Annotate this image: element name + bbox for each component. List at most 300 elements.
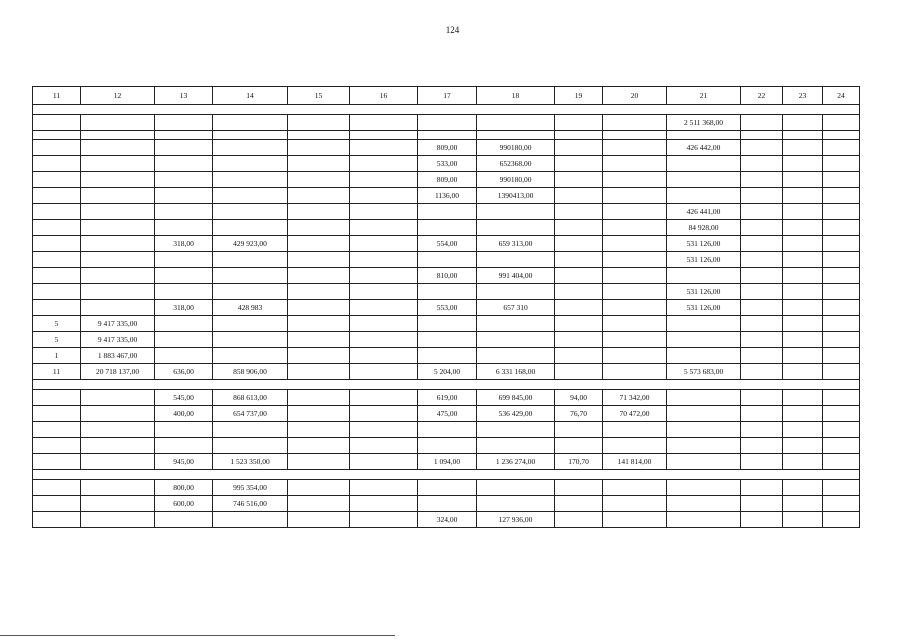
- table-cell: [81, 204, 155, 220]
- table-cell: [155, 438, 213, 454]
- table-cell: [418, 348, 477, 364]
- table-cell: [350, 390, 418, 406]
- table-row: [33, 300, 860, 316]
- table-cell: [288, 422, 350, 438]
- table-cell: [783, 454, 823, 470]
- table-cell: [81, 512, 155, 528]
- table-cell: [783, 204, 823, 220]
- table-cell: [783, 156, 823, 172]
- table-cell: [288, 131, 350, 140]
- table-cell: [288, 188, 350, 204]
- table-cell: [823, 348, 860, 364]
- table-cell: [418, 316, 477, 332]
- table-cell: [741, 156, 783, 172]
- table-cell: [33, 188, 81, 204]
- table-cell: [350, 140, 418, 156]
- table-cell: [555, 480, 603, 496]
- table-cell: [477, 348, 555, 364]
- table-cell: [350, 284, 418, 300]
- table-cell: [603, 422, 667, 438]
- table-cell: 531 126,00: [667, 284, 741, 300]
- table-cell: [603, 220, 667, 236]
- table-cell: [741, 438, 783, 454]
- table-cell: [603, 172, 667, 188]
- table-cell: [783, 364, 823, 380]
- table-cell: [741, 316, 783, 332]
- table-cell: [823, 454, 860, 470]
- table-cell: [477, 131, 555, 140]
- table-cell: [81, 438, 155, 454]
- table-cell: [33, 236, 81, 252]
- table-cell: [741, 406, 783, 422]
- table-cell: [783, 512, 823, 528]
- table-cell: [783, 140, 823, 156]
- table-cell: [33, 204, 81, 220]
- table-cell: [33, 115, 81, 131]
- table-cell: 9 417 335,00: [81, 332, 155, 348]
- table-cell: [418, 204, 477, 220]
- table-cell: 11: [33, 364, 81, 380]
- table-cell: 426 441,00: [667, 204, 741, 220]
- table-cell: [823, 480, 860, 496]
- table-cell: 94,00: [555, 390, 603, 406]
- table-cell: [81, 140, 155, 156]
- table-cell: [603, 300, 667, 316]
- table-cell: [555, 172, 603, 188]
- table-cell: [155, 140, 213, 156]
- table-cell: [33, 300, 81, 316]
- table-cell: 654 737,00: [213, 406, 288, 422]
- table-cell: [555, 268, 603, 284]
- table-cell: [81, 496, 155, 512]
- table-cell: [350, 512, 418, 528]
- table-cell: [288, 172, 350, 188]
- table-cell: [667, 172, 741, 188]
- table-cell: [81, 220, 155, 236]
- table-cell: [823, 332, 860, 348]
- table-cell: [741, 236, 783, 252]
- table-cell: [33, 156, 81, 172]
- table-cell: [33, 454, 81, 470]
- table-cell: [555, 156, 603, 172]
- data-table: [32, 86, 860, 528]
- table-cell: [603, 268, 667, 284]
- table-cell: [418, 496, 477, 512]
- table-cell: [555, 332, 603, 348]
- table-cell: [288, 496, 350, 512]
- table-cell: 533,00: [418, 156, 477, 172]
- table-row: [33, 438, 860, 454]
- table-cell: [288, 512, 350, 528]
- table-cell: [350, 422, 418, 438]
- table-cell: 858 906,00: [213, 364, 288, 380]
- table-cell: 324,00: [418, 512, 477, 528]
- table-cell: [350, 348, 418, 364]
- table-cell: [667, 390, 741, 406]
- table-cell: [783, 268, 823, 284]
- table-cell: 810,00: [418, 268, 477, 284]
- table-cell: 800,00: [155, 480, 213, 496]
- table-cell: [155, 188, 213, 204]
- section-divider-row: [33, 105, 860, 115]
- table-cell: [603, 348, 667, 364]
- table-cell: [155, 348, 213, 364]
- table-cell: 141 814,00: [603, 454, 667, 470]
- table-cell: [418, 480, 477, 496]
- table-cell: [418, 220, 477, 236]
- table-row: [33, 496, 860, 512]
- table-cell: 426 442,00: [667, 140, 741, 156]
- table-row: [33, 268, 860, 284]
- table-cell: [783, 115, 823, 131]
- table-cell: [783, 316, 823, 332]
- table-row: [33, 422, 860, 438]
- table-cell: [155, 115, 213, 131]
- column-header: 11: [33, 87, 81, 105]
- table-cell: [603, 204, 667, 220]
- table-cell: [555, 188, 603, 204]
- table-cell: 659 313,00: [477, 236, 555, 252]
- table-cell: [213, 332, 288, 348]
- table-cell: [288, 406, 350, 422]
- table-cell: 531 126,00: [667, 300, 741, 316]
- table-cell: [741, 268, 783, 284]
- table-cell: [350, 172, 418, 188]
- table-cell: [33, 252, 81, 268]
- table-cell: [477, 422, 555, 438]
- table-cell: [81, 156, 155, 172]
- table-cell: [33, 220, 81, 236]
- table-cell: [33, 140, 81, 156]
- table-cell: [213, 131, 288, 140]
- table-cell: [213, 438, 288, 454]
- table-cell: [603, 332, 667, 348]
- table-cell: [603, 140, 667, 156]
- table-cell: [213, 115, 288, 131]
- table-row: [33, 220, 860, 236]
- table-cell: [81, 422, 155, 438]
- table-cell: [477, 316, 555, 332]
- table-cell: 746 516,00: [213, 496, 288, 512]
- table-cell: [33, 390, 81, 406]
- table-cell: 1 523 350,00: [213, 454, 288, 470]
- table-cell: 70 472,00: [603, 406, 667, 422]
- table-cell: [213, 348, 288, 364]
- table-cell: [783, 300, 823, 316]
- table-row: [33, 406, 860, 422]
- table-cell: 428 983: [213, 300, 288, 316]
- table-cell: [667, 422, 741, 438]
- table-cell: [823, 220, 860, 236]
- table-cell: [783, 406, 823, 422]
- table-cell: [213, 156, 288, 172]
- table-cell: 84 928,00: [667, 220, 741, 236]
- table-cell: 531 126,00: [667, 252, 741, 268]
- table-cell: [741, 390, 783, 406]
- table-cell: [667, 406, 741, 422]
- table-cell: [81, 284, 155, 300]
- table-cell: [350, 364, 418, 380]
- table-row: [33, 115, 860, 131]
- table-cell: [667, 131, 741, 140]
- table-cell: [555, 422, 603, 438]
- table-cell: [33, 172, 81, 188]
- table-cell: [823, 252, 860, 268]
- table-cell: [33, 268, 81, 284]
- table-cell: [667, 316, 741, 332]
- table-cell: [783, 480, 823, 496]
- table-cell: [823, 406, 860, 422]
- table-cell: 1 236 274,00: [477, 454, 555, 470]
- column-header: 14: [213, 87, 288, 105]
- table-row: [33, 348, 860, 364]
- table-cell: [823, 268, 860, 284]
- table-cell: [477, 220, 555, 236]
- table-cell: [603, 252, 667, 268]
- table-cell: [741, 454, 783, 470]
- table-cell: [81, 454, 155, 470]
- table-cell: [555, 364, 603, 380]
- table-cell: [288, 204, 350, 220]
- table-cell: [155, 422, 213, 438]
- table-cell: [555, 438, 603, 454]
- table-cell: 652368,00: [477, 156, 555, 172]
- table-cell: [288, 140, 350, 156]
- blank-row: [33, 131, 860, 140]
- table-cell: 5 204,00: [418, 364, 477, 380]
- table-cell: [213, 512, 288, 528]
- table-cell: 170,70: [555, 454, 603, 470]
- table-cell: [555, 252, 603, 268]
- table-cell: [477, 496, 555, 512]
- table-cell: [823, 512, 860, 528]
- table-cell: [823, 438, 860, 454]
- table-cell: [350, 220, 418, 236]
- table-cell: [555, 316, 603, 332]
- table-cell: 5 573 683,00: [667, 364, 741, 380]
- table-cell: 318,00: [155, 300, 213, 316]
- table-cell: 127 936,00: [477, 512, 555, 528]
- table-cell: [81, 268, 155, 284]
- table-cell: 553,00: [418, 300, 477, 316]
- table-cell: [741, 131, 783, 140]
- table-cell: [33, 438, 81, 454]
- table-cell: [741, 172, 783, 188]
- table-cell: 2 511 368,00: [667, 115, 741, 131]
- table-cell: [603, 284, 667, 300]
- table-cell: [555, 496, 603, 512]
- table-cell: [288, 454, 350, 470]
- table-cell: 1: [33, 348, 81, 364]
- table-cell: 991 404,00: [477, 268, 555, 284]
- column-header: 15: [288, 87, 350, 105]
- table-cell: [213, 220, 288, 236]
- table-cell: 554,00: [418, 236, 477, 252]
- table-cell: [81, 188, 155, 204]
- table-cell: [783, 188, 823, 204]
- table-cell: [741, 496, 783, 512]
- table-cell: [350, 252, 418, 268]
- table-cell: [213, 316, 288, 332]
- table-cell: [555, 512, 603, 528]
- table-cell: 1 094,00: [418, 454, 477, 470]
- table-row: [33, 480, 860, 496]
- table-cell: [603, 131, 667, 140]
- table-cell: [213, 204, 288, 220]
- table-cell: [288, 236, 350, 252]
- table-cell: 699 845,00: [477, 390, 555, 406]
- table-cell: [155, 204, 213, 220]
- table-cell: [783, 390, 823, 406]
- table-cell: [477, 204, 555, 220]
- table-cell: [33, 480, 81, 496]
- table-cell: [741, 364, 783, 380]
- table-cell: [603, 438, 667, 454]
- table-cell: [667, 156, 741, 172]
- table-cell: 475,00: [418, 406, 477, 422]
- table-cell: [288, 364, 350, 380]
- table-cell: [350, 454, 418, 470]
- table-cell: [667, 438, 741, 454]
- table-cell: [418, 284, 477, 300]
- table-row: [33, 512, 860, 528]
- table-row: [33, 156, 860, 172]
- column-header: 18: [477, 87, 555, 105]
- table-cell: [783, 332, 823, 348]
- table-cell: [741, 140, 783, 156]
- table-cell: 71 342,00: [603, 390, 667, 406]
- table-row: [33, 454, 860, 470]
- table-cell: [667, 454, 741, 470]
- table-cell: 545,00: [155, 390, 213, 406]
- table-cell: 600,00: [155, 496, 213, 512]
- table-cell: 536 429,00: [477, 406, 555, 422]
- table-cell: [418, 131, 477, 140]
- table-row: [33, 140, 860, 156]
- table-cell: [603, 364, 667, 380]
- table-row: [33, 252, 860, 268]
- table-cell: [603, 496, 667, 512]
- table-cell: [155, 316, 213, 332]
- table-cell: 6 331 168,00: [477, 364, 555, 380]
- table-cell: [33, 284, 81, 300]
- table-cell: [555, 236, 603, 252]
- table-cell: [667, 268, 741, 284]
- table-cell: [823, 156, 860, 172]
- table-cell: [288, 284, 350, 300]
- table-cell: [667, 512, 741, 528]
- table-cell: [81, 115, 155, 131]
- table-cell: [155, 512, 213, 528]
- table-cell: [477, 332, 555, 348]
- table-cell: [213, 284, 288, 300]
- table-cell: [213, 268, 288, 284]
- table-cell: [350, 438, 418, 454]
- table-cell: [477, 284, 555, 300]
- table-cell: [213, 172, 288, 188]
- header-row: [33, 87, 860, 105]
- table-cell: [783, 284, 823, 300]
- table-cell: 809,00: [418, 172, 477, 188]
- table-cell: 1 883 467,00: [81, 348, 155, 364]
- section-divider-row: [33, 470, 860, 480]
- section-divider-cell: [33, 470, 860, 480]
- table-cell: [823, 364, 860, 380]
- table-cell: [350, 268, 418, 284]
- table-cell: 5: [33, 316, 81, 332]
- table-cell: 1390413,00: [477, 188, 555, 204]
- table-cell: [350, 332, 418, 348]
- table-cell: [288, 480, 350, 496]
- table-row: [33, 390, 860, 406]
- table-cell: [555, 131, 603, 140]
- table-cell: [288, 115, 350, 131]
- table-cell: [418, 332, 477, 348]
- table-cell: [603, 512, 667, 528]
- table-cell: 76,70: [555, 406, 603, 422]
- table-cell: 400,00: [155, 406, 213, 422]
- section-divider-row: [33, 380, 860, 390]
- table-cell: 5: [33, 332, 81, 348]
- table-cell: [823, 140, 860, 156]
- table-cell: [418, 252, 477, 268]
- table-cell: [288, 220, 350, 236]
- table-cell: [603, 188, 667, 204]
- table-cell: [823, 188, 860, 204]
- table-cell: [155, 284, 213, 300]
- table-cell: [418, 422, 477, 438]
- table-cell: [603, 480, 667, 496]
- table-cell: [288, 348, 350, 364]
- table-cell: [155, 268, 213, 284]
- table-cell: [823, 390, 860, 406]
- table-cell: [741, 220, 783, 236]
- table-body: [33, 105, 860, 528]
- table-cell: [741, 284, 783, 300]
- table-cell: [477, 115, 555, 131]
- table-cell: [823, 115, 860, 131]
- table-cell: [741, 422, 783, 438]
- table-cell: [603, 115, 667, 131]
- table-cell: [823, 204, 860, 220]
- table-row: [33, 204, 860, 220]
- table-cell: [155, 220, 213, 236]
- table-cell: [350, 496, 418, 512]
- table-cell: [350, 156, 418, 172]
- table-cell: [288, 156, 350, 172]
- table-cell: [823, 131, 860, 140]
- table-row: [33, 316, 860, 332]
- table-cell: [350, 300, 418, 316]
- table-cell: 20 718 137,00: [81, 364, 155, 380]
- table-cell: [603, 236, 667, 252]
- table-cell: [213, 140, 288, 156]
- table-cell: [81, 406, 155, 422]
- column-header: 22: [741, 87, 783, 105]
- table-cell: [667, 188, 741, 204]
- table-row: [33, 284, 860, 300]
- table-cell: [155, 252, 213, 268]
- table-cell: [783, 172, 823, 188]
- table-cell: 531 126,00: [667, 236, 741, 252]
- table-cell: 990180,00: [477, 172, 555, 188]
- table-cell: [288, 390, 350, 406]
- column-header: 24: [823, 87, 860, 105]
- table-cell: [823, 316, 860, 332]
- table-row: [33, 364, 860, 380]
- table-cell: [350, 115, 418, 131]
- table-cell: [350, 204, 418, 220]
